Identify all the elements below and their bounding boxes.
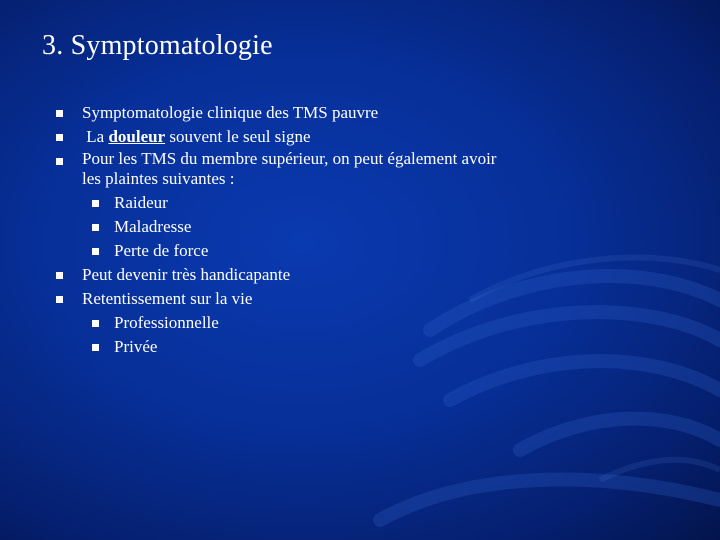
list-item-line: les plaintes suivantes : <box>82 169 235 188</box>
list-item <box>82 149 496 189</box>
list-item-text: La <box>82 127 109 146</box>
bullet-square-icon <box>56 158 63 165</box>
bullet-square-icon <box>92 248 99 255</box>
sub-list-item: Raideur <box>114 193 168 212</box>
list-item-line: Pour les TMS du membre supérieur, on peut également avoir <box>82 149 497 168</box>
list-item: Symptomatologie clinique des TMS pauvre <box>82 103 379 122</box>
sub-list-item: Privée <box>114 337 158 356</box>
list-item <box>82 125 311 148</box>
sub-list-item: Perte de force <box>114 241 209 260</box>
list-item: Peut devenir très handicapante <box>82 265 291 284</box>
bullet-square-icon <box>92 224 99 231</box>
slide-title: 3. Symptomatologie <box>42 30 273 61</box>
bullet-square-icon <box>92 344 99 351</box>
bullet-square-icon <box>56 110 63 117</box>
sub-list-item: Maladresse <box>114 217 192 236</box>
sub-list-item: Professionnelle <box>114 313 219 332</box>
bullet-square-icon <box>56 134 63 141</box>
list-item: Retentissement sur la vie <box>82 289 253 308</box>
bullet-square-icon <box>92 320 99 327</box>
emphasis-text: douleur <box>108 127 166 146</box>
list-item-text: souvent le seul signe <box>165 127 311 146</box>
bullet-square-icon <box>56 272 63 279</box>
bullet-square-icon <box>92 200 99 207</box>
bullet-square-icon <box>56 296 63 303</box>
